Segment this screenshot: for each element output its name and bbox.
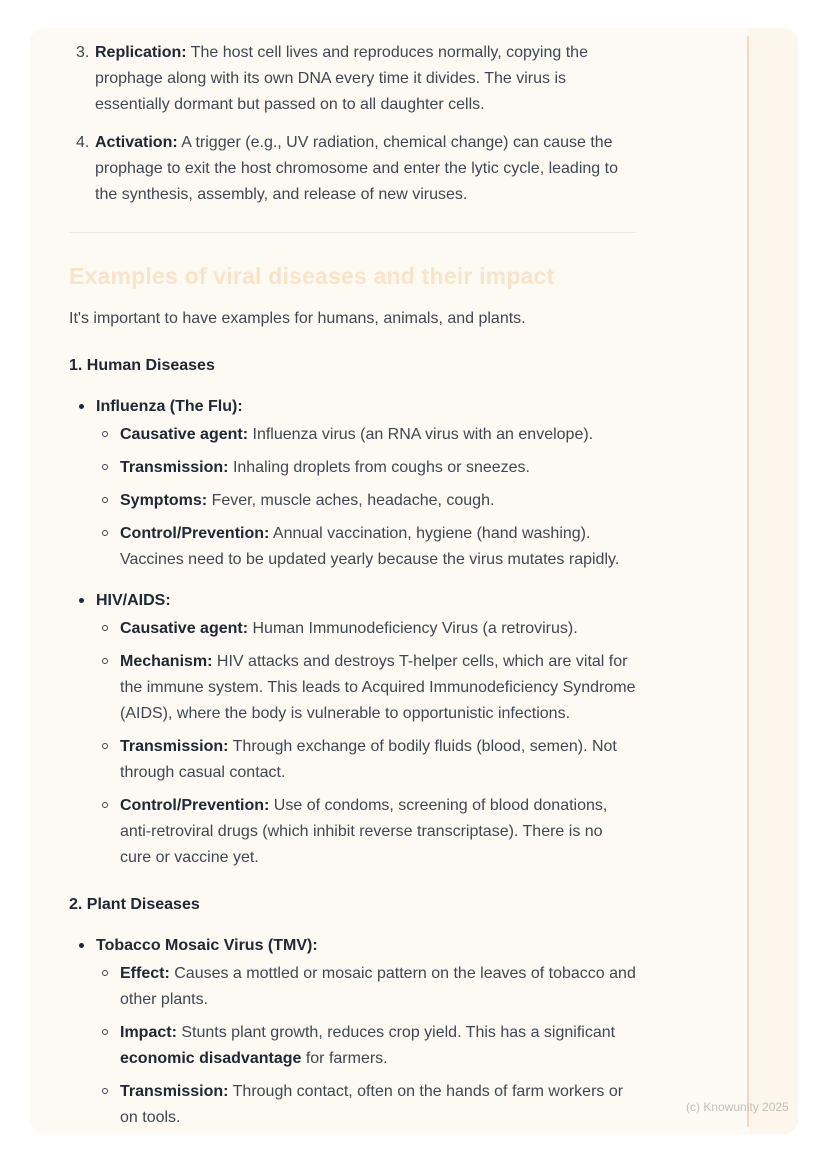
document-content (69, 40, 636, 1131)
circle-bullet-icon (102, 497, 108, 503)
point-text: Influenza virus (an RNA virus with an envelope). (252, 426, 594, 443)
bullet-item-tmv (69, 933, 636, 1131)
sub-point (69, 455, 636, 481)
point-inline-bold: economic disadvantage (120, 1050, 302, 1067)
point-text: Stunts plant growth, reduces crop yield. This has a significant (181, 1024, 616, 1041)
bullet-icon (79, 598, 84, 603)
point-label: Causative agent: (120, 620, 249, 637)
sub-point (69, 616, 636, 642)
bullet-icon (79, 943, 84, 948)
bullet-icon (79, 404, 84, 409)
point-label: Transmission: (120, 1083, 229, 1100)
intro-paragraph: It's important to have examples for humans, animals, and plants. (69, 310, 526, 327)
point-text: Through exchange of bodily fluids (blood, semen). Not through casual contact. (120, 738, 617, 781)
point-label: Effect: (120, 965, 170, 982)
numbered-item-activation (69, 130, 636, 208)
circle-bullet-icon (102, 431, 108, 437)
point-text: Human Immunodeficiency Virus (a retrovirus). (252, 620, 578, 637)
sub-point (69, 793, 636, 871)
section-heading: Examples of viral diseases and their impact (69, 263, 555, 289)
numbered-item-text (95, 40, 636, 118)
sub-point (69, 1020, 636, 1072)
circle-bullet-icon (102, 464, 108, 470)
circle-bullet-icon (102, 1088, 108, 1094)
point-text: Annual vaccination, hygiene (hand washing). Vaccines need to be updated yearly because the virus mutates rapidly. (120, 525, 620, 568)
sub-point (69, 521, 636, 573)
sub-points (69, 422, 636, 573)
bullet-title: HIV/AIDS: (96, 592, 171, 609)
point-text: Causes a mottled or mosaic pattern on the leaves of tobacco and other plants. (120, 965, 636, 1008)
point-text: HIV attacks and destroys T-helper cells, which are vital for the immune system. This leads to Acquired Immunodeficiency Syndrome (AIDS), where the body is vulnerable to opportunistic infections. (120, 653, 636, 722)
sub-point (69, 961, 636, 1013)
point-label: Impact: (120, 1024, 177, 1041)
numbered-item-text (95, 130, 636, 208)
subsection-title-human-diseases: 1. Human Diseases (69, 357, 215, 374)
point-label: Control/Prevention: (120, 797, 270, 814)
point-text: Use of condoms, screening of blood donations, anti-retroviral drugs (which inhibit reverse transcriptase). There is no cure or vaccine yet. (120, 797, 608, 866)
sub-points (69, 616, 636, 871)
document-page (30, 28, 798, 1134)
bullet-heading (69, 394, 636, 420)
point-text: Through contact, often on the hands of farm workers or on tools. (120, 1083, 624, 1126)
page-edge-line (747, 36, 749, 1127)
sub-point (69, 422, 636, 448)
point-text: Fever, muscle aches, headache, cough. (211, 492, 495, 509)
circle-bullet-icon (102, 743, 108, 749)
circle-bullet-icon (102, 802, 108, 808)
circle-bullet-icon (102, 1029, 108, 1035)
sub-point (69, 734, 636, 786)
bullet-heading (69, 588, 636, 614)
term-label: Activation: (95, 134, 178, 151)
sub-points (69, 961, 636, 1131)
knowunity-watermark: (c) Knowunity 2025 (686, 1100, 789, 1114)
point-text: Inhaling droplets from coughs or sneezes. (232, 459, 530, 476)
list-number: 4. (76, 134, 90, 151)
point-text-tail: for farmers. (301, 1050, 388, 1067)
term-description: A trigger (e.g., UV radiation, chemical change) can cause the prophage to exit the host chromosome and enter the lytic cycle, leading to the synthesis, assembly, and release of new viruses. (95, 134, 618, 203)
circle-bullet-icon (102, 970, 108, 976)
subsection-title-plant-diseases: 2. Plant Diseases (69, 896, 200, 913)
circle-bullet-icon (102, 530, 108, 536)
sub-point (69, 1079, 636, 1131)
term-label: Replication: (95, 44, 187, 61)
section-divider (69, 232, 636, 233)
bullet-title: Influenza (The Flu): (96, 398, 243, 415)
point-label: Symptoms: (120, 492, 208, 509)
bullet-item-influenza (69, 394, 636, 573)
bullet-item-hiv-aids (69, 588, 636, 871)
circle-bullet-icon (102, 625, 108, 631)
point-label: Transmission: (120, 459, 229, 476)
bullet-heading (69, 933, 636, 959)
numbered-item-replication (69, 40, 636, 118)
term-description: The host cell lives and reproduces normally, copying the prophage along with its own DNA every time it divides. The virus is essentially dormant but passed on to all daughter cells. (95, 44, 588, 113)
bullet-title: Tobacco Mosaic Virus (TMV): (96, 937, 318, 954)
point-label: Transmission: (120, 738, 229, 755)
sub-point (69, 649, 636, 727)
page-edge-strip (749, 28, 798, 1134)
point-label: Mechanism: (120, 653, 213, 670)
circle-bullet-icon (102, 658, 108, 664)
sub-point (69, 488, 636, 514)
point-label: Causative agent: (120, 426, 249, 443)
point-label: Control/Prevention: (120, 525, 270, 542)
list-number: 3. (76, 44, 90, 61)
